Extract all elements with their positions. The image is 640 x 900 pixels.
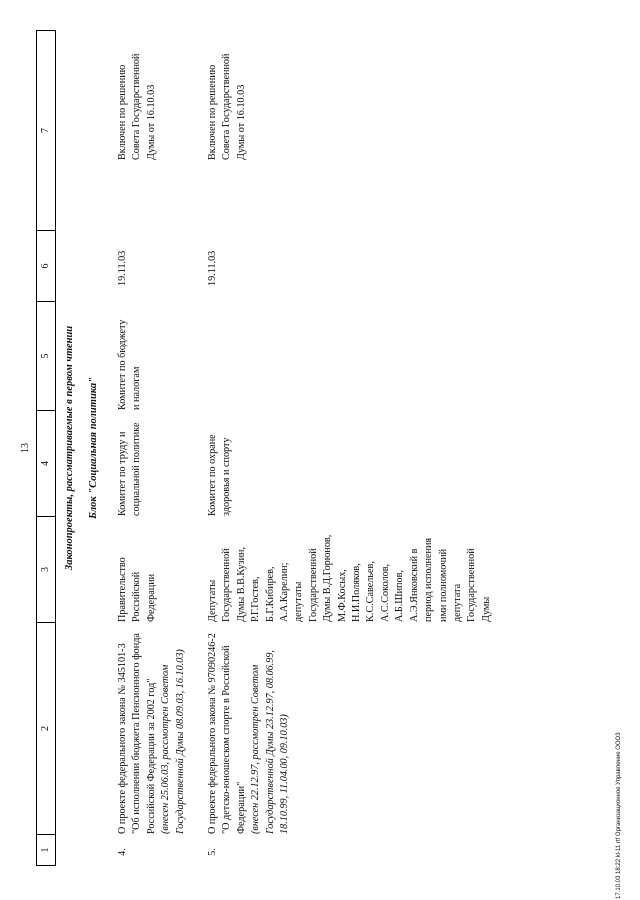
row-number: 4. [117,848,128,856]
date: 19.11.03 [117,250,128,286]
col-header-1: 1 [37,834,55,865]
initiator: Депутаты Государственной Думы В.В.Кузин, Р.Г.Гостев, Б.Г.Кибирев, А.А.Карелин; депутаты Государственной Думы В.Д.Горюнов, М.Ф.Косых, Н.И.Поляков, К.С.Савельев, А.С.Соколов, А.Б.Шипов, А.Э.Янковский в период исполнения ими полномочий депутата Государственной Думы [207,534,492,622]
bill-note: (внесен 22.12.97, рассмотрен Советом Государственной Думы 23.12.97, 08.06.99, 18.10.99, 11.04.00, 09.10.03) [250,650,291,834]
page-number: 13 [20,443,31,453]
col-header-4: 4 [37,410,55,516]
status: Включен по решению Совета Государственной Думы от 16.10.03 [207,53,247,160]
bill-note: (внесен 25.06.03, рассмотрен Советом Государственной Думы 08.09.03, 16.10.03) [160,649,186,834]
col-header-6: 6 [37,230,55,301]
block-title: Блок "Социальная политика" [88,377,99,519]
initiator: Правительство Российской Федерации [117,557,157,622]
footer-text: 17.10.03 18:22 kl-11 rtf Организационное Управление ООО3 [616,732,622,899]
row-number: 5. [207,848,218,856]
co-committee: Комитет по бюджету и налогам [117,319,143,410]
committee: Комитет по труду и социальной политике [117,422,143,516]
col-header-7: 7 [40,128,51,133]
col-header-3: 3 [37,516,55,622]
column-header-row [36,30,56,866]
bill-cell [206,626,292,834]
bill-cell [116,626,188,834]
committee: Комитет по охране здоровья и спорту [207,434,233,516]
status: Включен по решению Совета Государственной Думы от 16.10.03 [117,53,157,160]
bill-title: О проекте федерального закона № 345101-3 "Об исполнении бюджета Пенсионного фонда Российской Федерации за 2002 год" [117,633,157,834]
date: 19.11.03 [207,250,218,286]
col-header-5: 5 [37,301,55,410]
col-header-2: 2 [37,622,55,834]
bill-title: О проекте федерального закона № 97090246-2 "О детско-юношеском спорте в Российской Федерации" [207,633,247,834]
rotated-page [36,30,604,866]
section-title: Законопроекты, рассматриваемые в первом чтении [64,325,75,571]
